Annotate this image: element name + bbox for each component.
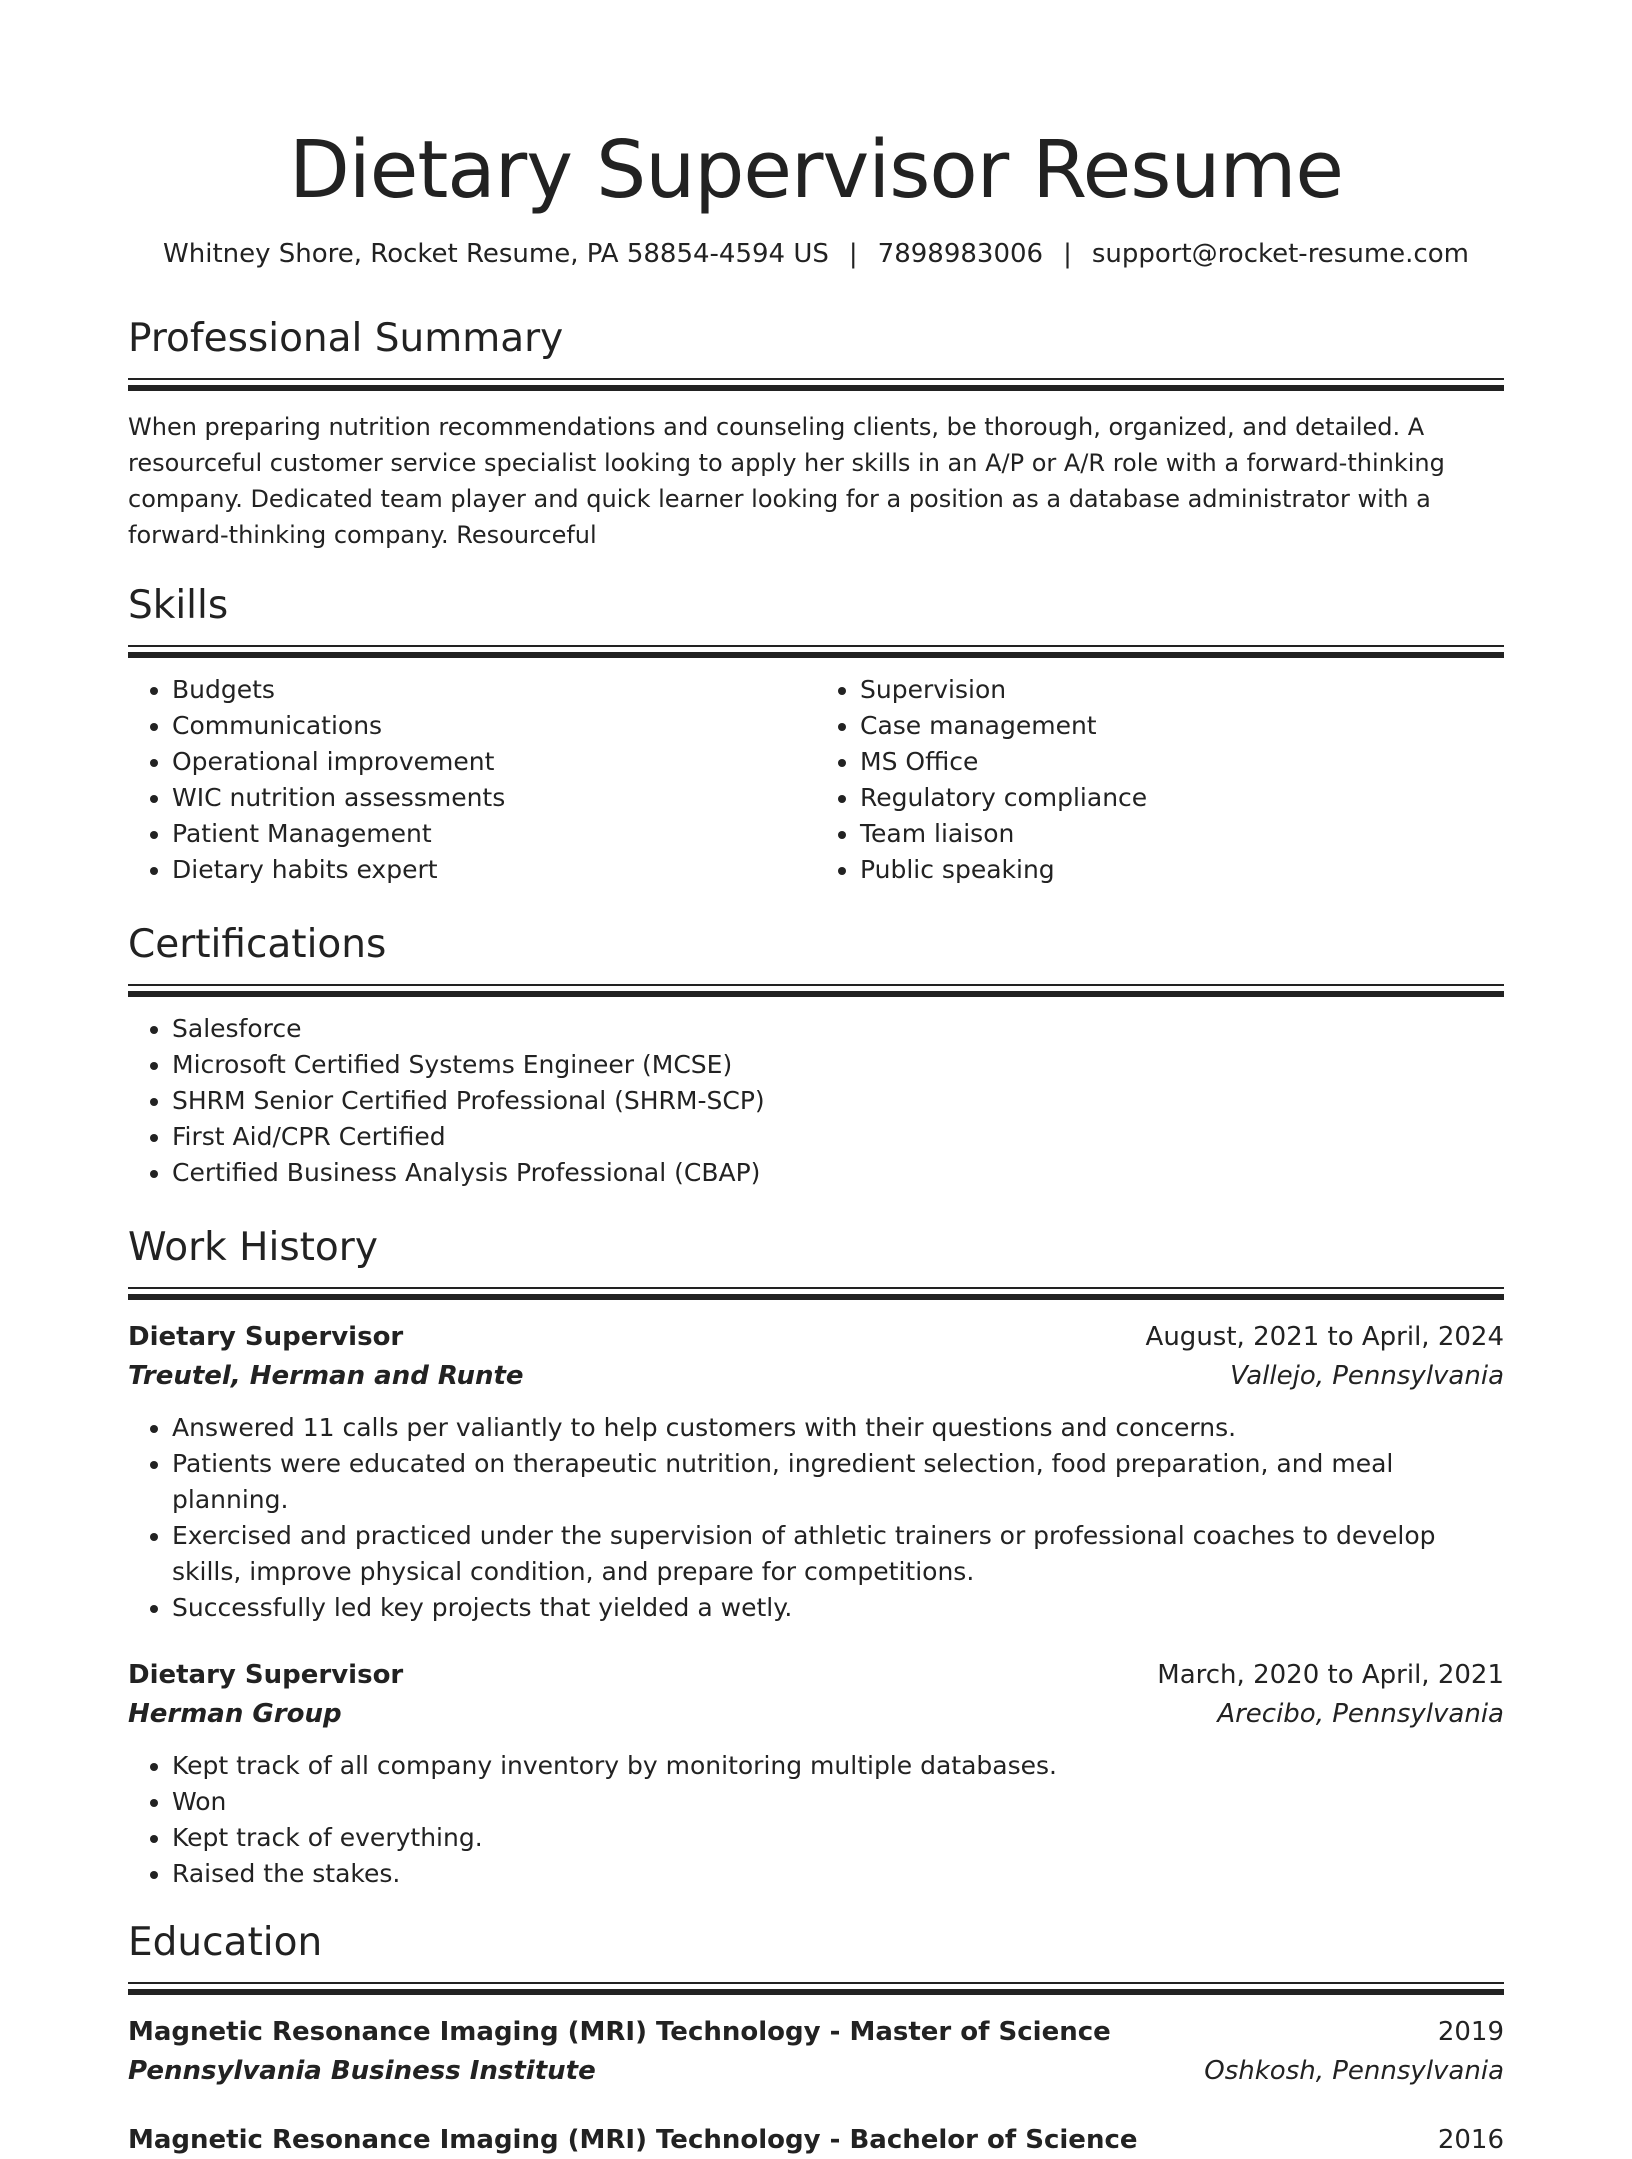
skills-section [128,581,1504,888]
education-school: Pennsylvania Business Institute [128,2056,596,2086]
job-bullet: • Kept track of everything. [172,1820,1504,1856]
contact-line [128,236,1504,272]
contact-phone: 7898983006 [877,239,1044,269]
work-history-section [128,1223,1504,1892]
section-heading-education: Education [128,1920,323,1965]
job-bullets [128,1410,1504,1626]
job-bullet: • Successfully led key projects that yielded a wetly. [172,1590,1504,1626]
job-bullet: • Answered 11 calls per valiantly to help customers with their questions and concerns. [172,1410,1504,1446]
skill-item: • Case management [860,708,1504,744]
section-heading-skills: Skills [128,583,229,628]
contact-separator: | [1063,239,1072,269]
certifications-section [128,920,1504,1191]
job-bullet: • Patients were educated on therapeutic nutrition, ingredient selection, food preparation, and meal planning. [172,1446,1504,1518]
section-divider [128,378,1504,391]
skill-item: • Dietary habits expert [172,852,816,888]
job-dates: August, 2021 to April, 2024 [1145,1322,1504,1352]
contact-address: Whitney Shore, Rocket Resume, PA 58854-4594 US [163,239,829,269]
certification-item: • SHRM Senior Certified Professional (SHRM-SCP) [172,1083,1504,1119]
skill-item: • Communications [172,708,816,744]
education-section [128,1918,1504,2159]
contact-separator: | [848,239,858,269]
section-heading-work-history: Work History [128,1225,378,1270]
job-company: Treutel, Herman and Runte [128,1361,524,1391]
certifications-list [128,1011,1504,1191]
job-bullet: • Kept track of all company inventory by monitoring multiple databases. [172,1748,1504,1784]
skill-item: • Operational improvement [172,744,816,780]
job-location: Arecibo, Pennsylvania [1217,1699,1504,1729]
job-title: Dietary Supervisor [128,1322,404,1352]
summary-text: When preparing nutrition recommendations and counseling clients, be thorough, organized, and detailed. A resourceful customer service specialist looking to apply her skills in an A/P or A/R role with a forward-thinking company. Dedicated team player and quick learner looking for a position as a database administrator with a forward-thinking company. Resourceful [128,413,1445,549]
section-divider [128,1287,1504,1300]
skill-item: • Budgets [172,672,816,708]
certification-item: • Salesforce [172,1011,1504,1047]
section-divider [128,645,1504,658]
job-bullet: • Exercised and practiced under the supervision of athletic trainers or professional coaches to develop skills, improve physical condition, and prepare for competitions. [172,1518,1504,1590]
skill-item: • Supervision [860,672,1504,708]
job-location: Vallejo, Pennsylvania [1230,1361,1504,1391]
education-entry [128,2121,1504,2159]
job-dates: March, 2020 to April, 2021 [1157,1660,1504,1690]
job-bullet: • Raised the stakes. [172,1856,1504,1892]
education-year: 2019 [1437,2017,1504,2047]
education-entry [128,2013,1504,2091]
summary-section [128,314,1504,553]
job-entry [128,1656,1504,1892]
skill-item: • MS Office [860,744,1504,780]
contact-email: support@rocket-resume.com [1091,239,1469,269]
certification-item: • First Aid/CPR Certified [172,1119,1504,1155]
skill-item: • Public speaking [860,852,1504,888]
section-divider [128,984,1504,997]
skills-column-left [128,672,816,888]
job-bullet: • Won [172,1784,1504,1820]
job-bullets [128,1748,1504,1892]
resume-page [128,0,1504,2159]
resume-title: Dietary Supervisor Resume [288,124,1344,216]
education-degree: Magnetic Resonance Imaging (MRI) Technology - Bachelor of Science [128,2125,1138,2155]
education-location: Oshkosh, Pennsylvania [1204,2056,1504,2086]
education-year: 2016 [1437,2125,1504,2155]
education-degree: Magnetic Resonance Imaging (MRI) Technology - Master of Science [128,2017,1111,2047]
section-divider [128,1982,1504,1995]
skill-item: • Patient Management [172,816,816,852]
skill-item: • Team liaison [860,816,1504,852]
skills-column-right [816,672,1504,888]
section-heading-certifications: Certifications [128,922,387,967]
job-entry [128,1318,1504,1626]
section-heading-summary: Professional Summary [128,316,564,361]
job-title: Dietary Supervisor [128,1660,404,1690]
job-company: Herman Group [128,1699,342,1729]
certification-item: • Certified Business Analysis Professional (CBAP) [172,1155,1504,1191]
skill-item: • WIC nutrition assessments [172,780,816,816]
certification-item: • Microsoft Certified Systems Engineer (MCSE) [172,1047,1504,1083]
skill-item: • Regulatory compliance [860,780,1504,816]
skills-grid [128,672,1504,888]
